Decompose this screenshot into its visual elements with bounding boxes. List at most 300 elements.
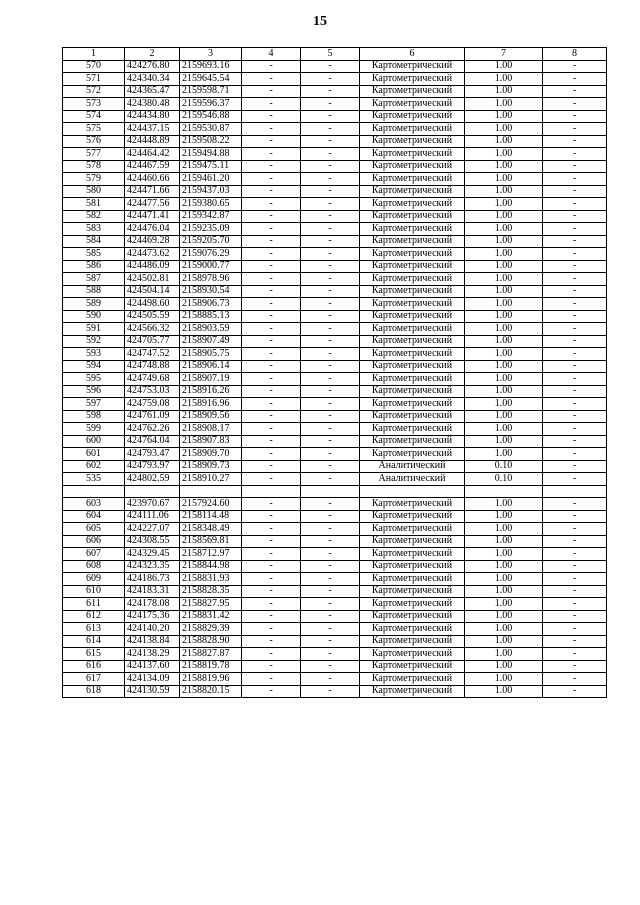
cell-col-5: - [301,610,360,623]
cell-y-coordinate: 2158844.98 [180,560,242,573]
cell-y-coordinate: 2158829.39 [180,623,242,636]
cell-col-8: - [543,685,607,698]
cell-accuracy: 1.00 [465,273,543,286]
cell-col-4: - [242,310,301,323]
cell-point-number: 606 [63,535,125,548]
cell-accuracy: 1.00 [465,360,543,373]
cell-col-8: - [543,260,607,273]
cell-x-coordinate: 424747.52 [125,348,180,361]
cell-col-8: - [543,610,607,623]
cell-col-4: - [242,573,301,586]
cell-point-number: 572 [63,85,125,98]
cell-method: Картометрический [360,423,465,436]
cell-col-4: - [242,248,301,261]
cell-col-4: - [242,98,301,111]
cell-point-number: 585 [63,248,125,261]
cell-x-coordinate: 424138.84 [125,635,180,648]
cell-accuracy: 1.00 [465,323,543,336]
table-row [63,385,607,398]
cell-y-coordinate: 2158907.83 [180,435,242,448]
cell-col-8: - [543,648,607,661]
cell-accuracy: 1.00 [465,348,543,361]
cell-col-5: - [301,210,360,223]
cell-y-coordinate: 2158978.96 [180,273,242,286]
cell-col-4: - [242,410,301,423]
header-row [63,48,607,61]
cell-accuracy: 1.00 [465,73,543,86]
cell-x-coordinate: 424486.09 [125,260,180,273]
cell-point-number: 571 [63,73,125,86]
cell-method: Картометрический [360,510,465,523]
cell-y-coordinate: 2159235.09 [180,223,242,236]
cell-point-number: 586 [63,260,125,273]
cell-point-number: 604 [63,510,125,523]
cell-y-coordinate: 2159205.70 [180,235,242,248]
column-header-3: 3 [180,48,242,61]
cell-col-4: - [242,610,301,623]
cell-x-coordinate: 423970.67 [125,498,180,511]
cell-method: Картометрический [360,660,465,673]
table-row [63,548,607,561]
table-row [63,260,607,273]
cell-col-5: - [301,510,360,523]
cell-col-8: - [543,673,607,686]
column-header-6: 6 [360,48,465,61]
cell-point-number: 594 [63,360,125,373]
cell-col-4: - [242,285,301,298]
cell-point-number: 570 [63,60,125,73]
cell-accuracy: 1.00 [465,60,543,73]
cell-point-number: 583 [63,223,125,236]
cell-col-8: - [543,398,607,411]
cell-col-5: - [301,435,360,448]
cell-col-8: - [543,448,607,461]
cell-col-8: - [543,148,607,161]
cell-col-5: - [301,360,360,373]
cell-col-4: - [242,660,301,673]
cell-accuracy: 1.00 [465,648,543,661]
cell-accuracy: 1.00 [465,435,543,448]
cell-accuracy: 1.00 [465,135,543,148]
cell-col-8: - [543,373,607,386]
cell-x-coordinate: 424761.09 [125,410,180,423]
table-row [63,573,607,586]
cell-accuracy: 1.00 [465,523,543,536]
table-row [63,223,607,236]
cell-col-8: - [543,423,607,436]
cell-col-4: - [242,360,301,373]
cell-col-8: - [543,135,607,148]
cell-col-8: - [543,560,607,573]
cell-col-5: - [301,160,360,173]
cell-col-4: - [242,423,301,436]
cell-col-4: - [242,298,301,311]
cell-col-8: - [543,510,607,523]
cell-accuracy: 1.00 [465,635,543,648]
cell-col-4: - [242,385,301,398]
cell-col-5: - [301,548,360,561]
cell-accuracy: 1.00 [465,573,543,586]
cell-y-coordinate: 2159437.03 [180,185,242,198]
table-header [63,48,607,61]
cell-method: Картометрический [360,185,465,198]
cell-x-coordinate: 424793.47 [125,448,180,461]
table-row [63,585,607,598]
cell-method: Картометрический [360,548,465,561]
column-header-4: 4 [242,48,301,61]
cell-method: Картометрический [360,73,465,86]
table-row [63,298,607,311]
cell-point-number: 593 [63,348,125,361]
cell-method: Картометрический [360,648,465,661]
cell-x-coordinate: 424504.14 [125,285,180,298]
cell-y-coordinate: 2159546.88 [180,110,242,123]
cell-col-5: - [301,448,360,461]
cell-col-5: - [301,98,360,111]
cell-x-coordinate: 424111.06 [125,510,180,523]
cell-col-4: - [242,73,301,86]
cell-y-coordinate: 2159494.88 [180,148,242,161]
cell-accuracy: 1.00 [465,235,543,248]
cell-col-5: - [301,285,360,298]
cell-point-number: 590 [63,310,125,323]
cell-col-4: - [242,260,301,273]
column-header-5: 5 [301,48,360,61]
cell-y-coordinate: 2158820.15 [180,685,242,698]
cell-x-coordinate: 424464.42 [125,148,180,161]
cell-y-coordinate: 2158909.70 [180,448,242,461]
cell-x-coordinate: 424276.80 [125,60,180,73]
cell-col-5: - [301,198,360,211]
cell-x-coordinate: 424467.59 [125,160,180,173]
cell-point-number: 587 [63,273,125,286]
cell-accuracy: 1.00 [465,373,543,386]
cell-accuracy: 1.00 [465,385,543,398]
cell-point-number: 616 [63,660,125,673]
cell-point-number: 598 [63,410,125,423]
cell-y-coordinate: 2159693.16 [180,60,242,73]
cell-method: Картометрический [360,598,465,611]
cell-point-number: 582 [63,210,125,223]
cell-y-coordinate: 2158905.75 [180,348,242,361]
cell-x-coordinate: 424793.97 [125,460,180,473]
cell-col-5: - [301,660,360,673]
cell-y-coordinate: 2158827.95 [180,598,242,611]
cell-col-5: - [301,535,360,548]
cell-accuracy: 0.10 [465,460,543,473]
cell-x-coordinate: 424473.62 [125,248,180,261]
cell-col-8: - [543,348,607,361]
cell-point-number: 595 [63,373,125,386]
cell-method: Аналитический [360,473,465,486]
cell-method: Аналитический [360,460,465,473]
cell-col-8: - [543,285,607,298]
cell-col-4: - [242,235,301,248]
cell-accuracy: 1.00 [465,673,543,686]
cell-y-coordinate: 2158910.27 [180,473,242,486]
cell-accuracy: 1.00 [465,335,543,348]
cell-method: Картометрический [360,60,465,73]
cell-x-coordinate: 424749.68 [125,373,180,386]
table-body [63,60,607,698]
cell-y-coordinate: 2158916.26 [180,385,242,398]
cell-col-5: - [301,573,360,586]
cell-col-4: - [242,623,301,636]
cell-y-coordinate: 2159645.54 [180,73,242,86]
cell-method: Картометрический [360,310,465,323]
cell-method: Картометрический [360,398,465,411]
cell-col-5: - [301,460,360,473]
cell-col-8: - [543,323,607,336]
table-row [63,273,607,286]
cell-method: Картометрический [360,360,465,373]
cell-method: Картометрический [360,635,465,648]
cell-point-number: 608 [63,560,125,573]
cell-col-5: - [301,323,360,336]
cell-col-5: - [301,648,360,661]
cell-col-8: - [543,460,607,473]
cell-accuracy: 1.00 [465,160,543,173]
column-header-7: 7 [465,48,543,61]
cell-y-coordinate: 2159508.22 [180,135,242,148]
cell-x-coordinate: 424477.56 [125,198,180,211]
cell-method: Картометрический [360,235,465,248]
cell-y-coordinate: 2158828.90 [180,635,242,648]
table-row [63,335,607,348]
cell-method [360,485,465,498]
cell-y-coordinate: 2158909.73 [180,460,242,473]
cell-x-coordinate [125,485,180,498]
table-row [63,523,607,536]
cell-col-5: - [301,473,360,486]
cell-point-number: 613 [63,623,125,636]
cell-accuracy: 1.00 [465,173,543,186]
cell-accuracy: 1.00 [465,535,543,548]
cell-method: Картометрический [360,323,465,336]
cell-col-5 [301,485,360,498]
cell-point-number: 601 [63,448,125,461]
cell-y-coordinate: 2159461.20 [180,173,242,186]
cell-y-coordinate: 2159596.37 [180,98,242,111]
cell-point-number: 578 [63,160,125,173]
cell-accuracy: 1.00 [465,598,543,611]
table-row [63,535,607,548]
cell-y-coordinate: 2158930.54 [180,285,242,298]
cell-point-number: 597 [63,398,125,411]
cell-col-8: - [543,73,607,86]
cell-method: Картометрический [360,610,465,623]
cell-col-5: - [301,85,360,98]
cell-x-coordinate: 424434.80 [125,110,180,123]
table-row [63,473,607,486]
cell-accuracy: 1.00 [465,285,543,298]
cell-col-4: - [242,273,301,286]
cell-col-4: - [242,123,301,136]
cell-method: Картометрический [360,348,465,361]
cell-col-5: - [301,623,360,636]
cell-point-number: 607 [63,548,125,561]
cell-col-5: - [301,248,360,261]
table-row [63,323,607,336]
table-row [63,435,607,448]
table-row [63,310,607,323]
cell-col-5: - [301,110,360,123]
cell-accuracy: 1.00 [465,148,543,161]
table-row [63,498,607,511]
cell-col-8: - [543,210,607,223]
cell-x-coordinate: 424340.34 [125,73,180,86]
cell-method: Картометрический [360,673,465,686]
cell-y-coordinate: 2158819.78 [180,660,242,673]
cell-col-5: - [301,673,360,686]
column-header-1: 1 [63,48,125,61]
cell-col-5: - [301,123,360,136]
cell-y-coordinate: 2157924.60 [180,498,242,511]
cell-col-8: - [543,223,607,236]
table-row [63,210,607,223]
cell-y-coordinate [180,485,242,498]
cell-x-coordinate: 424308.55 [125,535,180,548]
cell-y-coordinate: 2158908.17 [180,423,242,436]
cell-x-coordinate: 424802.59 [125,473,180,486]
cell-accuracy: 1.00 [465,98,543,111]
cell-point-number: 599 [63,423,125,436]
cell-method: Картометрический [360,248,465,261]
cell-col-5: - [301,223,360,236]
cell-point-number: 574 [63,110,125,123]
cell-method: Картометрический [360,98,465,111]
cell-col-5: - [301,410,360,423]
cell-method: Картометрический [360,260,465,273]
cell-method: Картометрический [360,135,465,148]
table-row [63,460,607,473]
cell-col-4 [242,485,301,498]
cell-accuracy: 1.00 [465,185,543,198]
cell-method: Картометрический [360,585,465,598]
cell-col-4: - [242,148,301,161]
cell-x-coordinate: 424365.47 [125,85,180,98]
cell-point-number: 612 [63,610,125,623]
table-row [63,160,607,173]
cell-method: Картометрический [360,573,465,586]
table-row [63,610,607,623]
cell-accuracy: 1.00 [465,310,543,323]
cell-col-4: - [242,323,301,336]
cell-y-coordinate: 2158819.96 [180,673,242,686]
table-row [63,173,607,186]
cell-point-number: 605 [63,523,125,536]
table-row [63,135,607,148]
cell-col-4: - [242,435,301,448]
cell-col-4: - [242,598,301,611]
cell-point-number: 581 [63,198,125,211]
cell-col-4: - [242,448,301,461]
cell-y-coordinate: 2159000.77 [180,260,242,273]
cell-col-4: - [242,135,301,148]
cell-point-number: 588 [63,285,125,298]
cell-col-4: - [242,223,301,236]
cell-col-4: - [242,198,301,211]
cell-x-coordinate: 424471.41 [125,210,180,223]
cell-col-4: - [242,460,301,473]
cell-col-5: - [301,60,360,73]
cell-accuracy: 1.00 [465,248,543,261]
cell-accuracy: 1.00 [465,423,543,436]
table-row [63,648,607,661]
cell-accuracy: 1.00 [465,398,543,411]
cell-col-8: - [543,535,607,548]
table-row [63,398,607,411]
cell-method: Картометрический [360,123,465,136]
cell-x-coordinate: 424175.36 [125,610,180,623]
cell-x-coordinate: 424476.04 [125,223,180,236]
cell-method: Картометрический [360,148,465,161]
cell-method: Картометрический [360,285,465,298]
cell-col-5: - [301,135,360,148]
cell-x-coordinate: 424505.59 [125,310,180,323]
cell-method: Картометрический [360,410,465,423]
table-row [63,373,607,386]
table-row [63,673,607,686]
cell-point-number: 611 [63,598,125,611]
cell-method: Картометрический [360,273,465,286]
cell-col-5: - [301,560,360,573]
cell-method: Картометрический [360,223,465,236]
cell-col-5: - [301,373,360,386]
cell-col-8: - [543,298,607,311]
cell-accuracy: 1.00 [465,560,543,573]
table-row [63,98,607,111]
cell-method: Картометрический [360,498,465,511]
cell-col-8: - [543,98,607,111]
cell-method: Картометрический [360,173,465,186]
cell-point-number: 618 [63,685,125,698]
cell-x-coordinate: 424759.08 [125,398,180,411]
cell-col-4: - [242,348,301,361]
cell-col-4: - [242,60,301,73]
cell-x-coordinate: 424138.29 [125,648,180,661]
cell-point-number: 592 [63,335,125,348]
cell-col-4: - [242,373,301,386]
table-row [63,235,607,248]
cell-point-number [63,485,125,498]
cell-accuracy: 1.00 [465,198,543,211]
cell-col-8: - [543,273,607,286]
cell-y-coordinate: 2158827.87 [180,648,242,661]
cell-col-4: - [242,648,301,661]
cell-x-coordinate: 424329.45 [125,548,180,561]
cell-col-5: - [301,498,360,511]
table-row [63,185,607,198]
cell-method: Картометрический [360,535,465,548]
cell-point-number: 573 [63,98,125,111]
table-row [63,660,607,673]
cell-col-4: - [242,498,301,511]
cell-col-4: - [242,635,301,648]
cell-point-number: 609 [63,573,125,586]
cell-accuracy [465,485,543,498]
cell-y-coordinate: 2159380.65 [180,198,242,211]
cell-accuracy: 1.00 [465,498,543,511]
cell-col-8: - [543,335,607,348]
cell-col-8: - [543,410,607,423]
cell-col-5: - [301,348,360,361]
cell-col-4: - [242,523,301,536]
cell-y-coordinate: 2158885.13 [180,310,242,323]
table-row [63,598,607,611]
cell-col-4: - [242,160,301,173]
table-row [63,348,607,361]
